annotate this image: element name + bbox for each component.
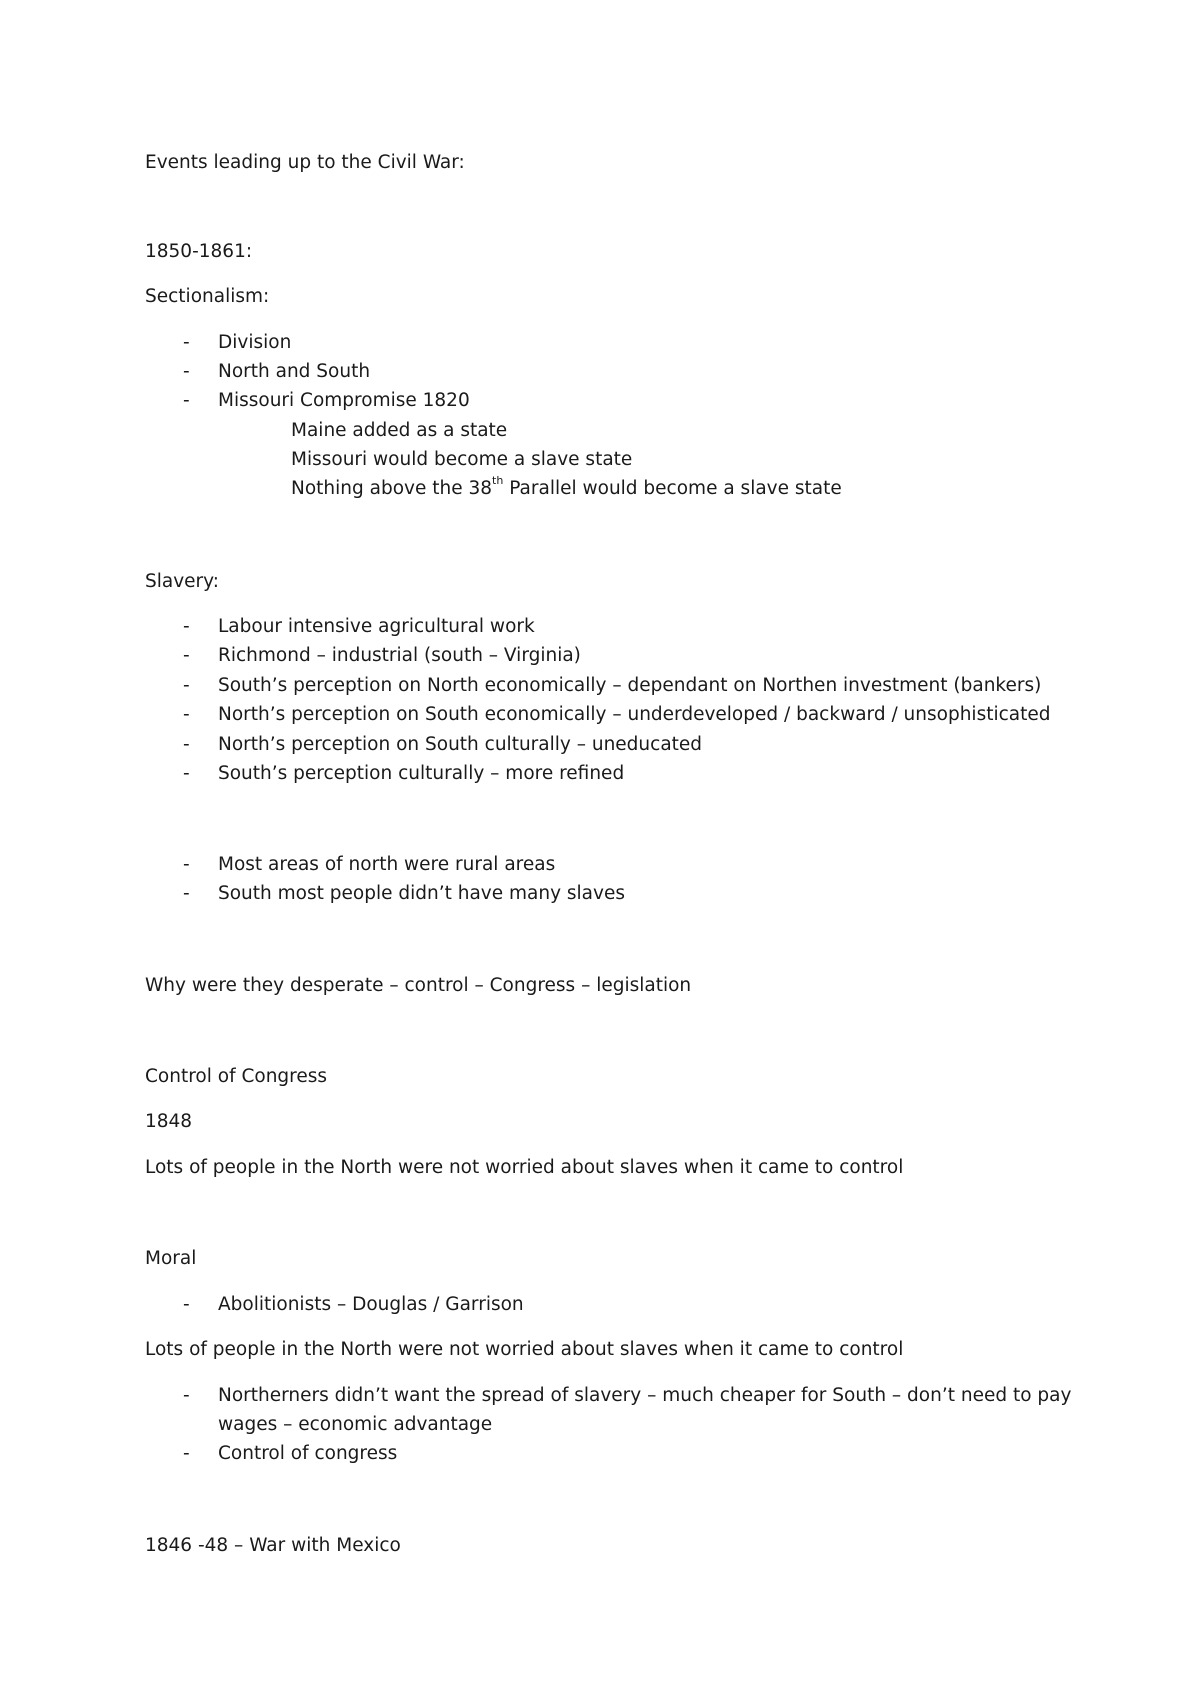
bullet-dash: - xyxy=(183,675,190,696)
bullet-dash: - xyxy=(183,734,190,755)
list-item: South most people didn’t have many slaves xyxy=(218,883,625,904)
list-item: Control of congress xyxy=(218,1443,398,1464)
slavery-heading: Slavery: xyxy=(145,571,219,592)
control-heading: Control of Congress xyxy=(145,1066,328,1087)
bullet-dash: - xyxy=(183,1385,190,1406)
bullet-dash: - xyxy=(183,1294,190,1315)
list-item: Most areas of north were rural areas xyxy=(218,854,556,875)
list-item: North’s perception on South culturally – uneducated xyxy=(218,734,703,755)
moral-heading: Moral xyxy=(145,1248,197,1269)
bullet-dash: - xyxy=(183,854,190,875)
list-item: Richmond – industrial (south – Virginia) xyxy=(218,645,581,666)
list-item-continuation: wages – economic advantage xyxy=(218,1414,493,1435)
list-item: South’s perception culturally – more refined xyxy=(218,763,625,784)
list-item: Northerners didn’t want the spread of slavery – much cheaper for South – don’t need to pay xyxy=(218,1385,1072,1406)
bullet-dash: - xyxy=(183,763,190,784)
bullet-dash: - xyxy=(183,616,190,637)
control-year: 1848 xyxy=(145,1111,193,1132)
why-paragraph: Why were they desperate – control – Congress – legislation xyxy=(145,975,692,996)
list-item: Division xyxy=(218,332,292,353)
bullet-dash: - xyxy=(183,332,190,353)
sectionalism-heading: Sectionalism: xyxy=(145,286,270,307)
bullet-dash: - xyxy=(183,1443,190,1464)
list-item: Abolitionists – Douglas / Garrison xyxy=(218,1294,524,1315)
sub-item: Missouri would become a slave state xyxy=(291,449,633,470)
list-item: North’s perception on South economically – underdeveloped / backward / unsophisticated xyxy=(218,704,1051,725)
bullet-dash: - xyxy=(183,704,190,725)
parallel-superscript: th xyxy=(492,473,504,487)
parallel-text-after: Parallel would become a slave state xyxy=(503,478,842,499)
bullet-dash: - xyxy=(183,390,190,411)
control-paragraph: Lots of people in the North were not worried about slaves when it came to control xyxy=(145,1157,904,1178)
moral-paragraph: Lots of people in the North were not worried about slaves when it came to control xyxy=(145,1339,904,1360)
parallel-text-before: Nothing above the 38 xyxy=(291,478,493,499)
sub-item-parallel xyxy=(291,473,842,500)
bullet-dash: - xyxy=(183,361,190,382)
bullet-dash: - xyxy=(183,883,190,904)
list-item: Labour intensive agricultural work xyxy=(218,616,535,637)
document-title: Events leading up to the Civil War: xyxy=(145,152,465,173)
bullet-dash: - xyxy=(183,645,190,666)
list-item: South’s perception on North economically – dependant on Northen investment (bankers) xyxy=(218,675,1042,696)
list-item: Missouri Compromise 1820 xyxy=(218,390,470,411)
war-heading: 1846 -48 – War with Mexico xyxy=(145,1535,401,1556)
period-label: 1850-1861: xyxy=(145,241,253,262)
list-item: North and South xyxy=(218,361,371,382)
sub-item: Maine added as a state xyxy=(291,420,508,441)
